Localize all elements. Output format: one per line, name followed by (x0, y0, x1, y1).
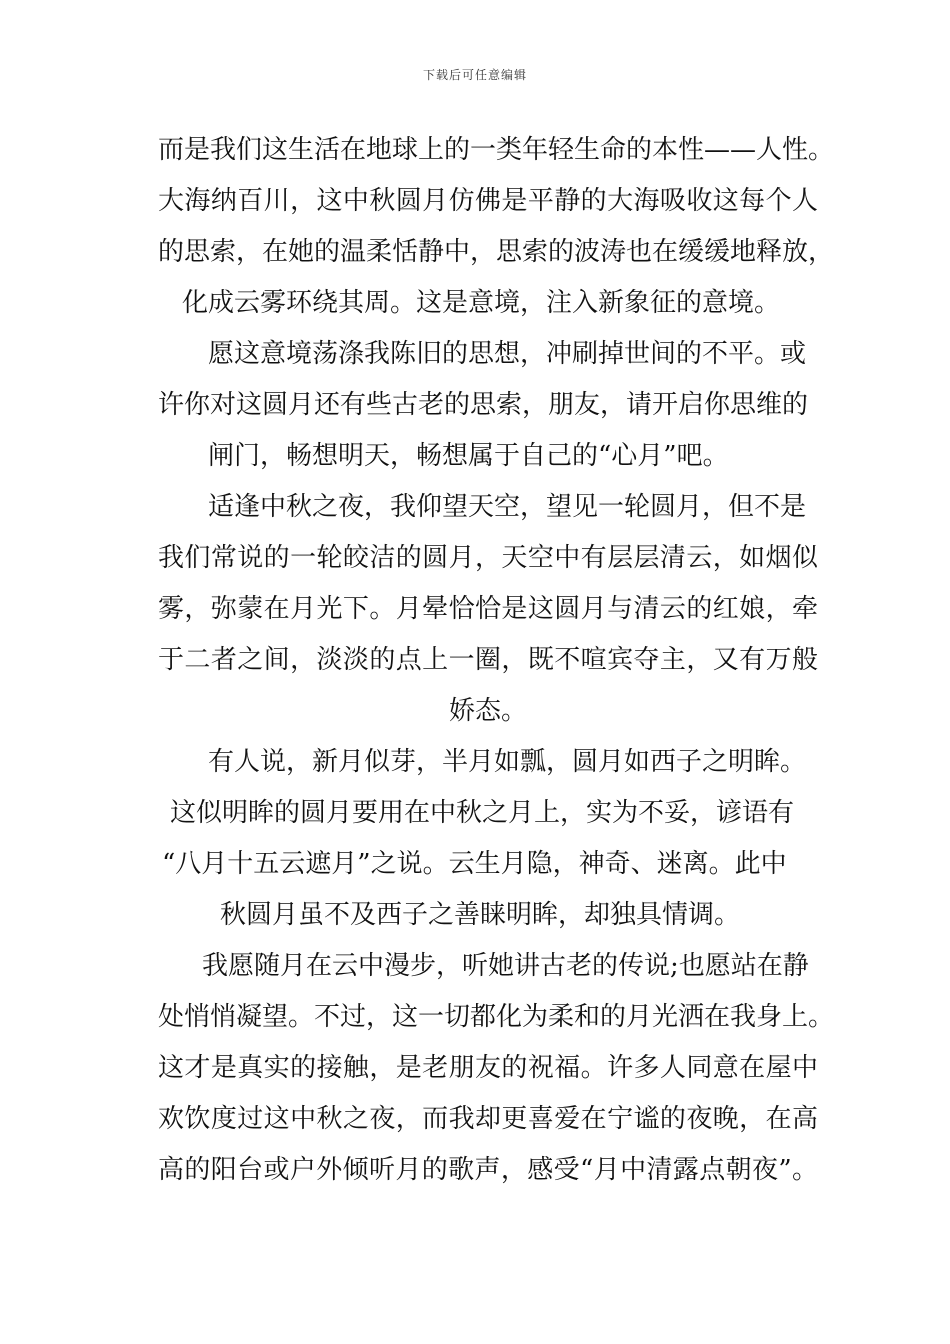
text-line: 秋圆月虽不及西子之善睐明眸，却独具情调。 (220, 900, 741, 930)
text-line: 化成云雾环绕其周。这是意境，注入新象征的意境。 (182, 288, 781, 318)
text-line: 愿这意境荡涤我陈旧的思想，冲刷掉世间的不平。或 (208, 339, 807, 369)
text-line: 高的阳台或户外倾听月的歌声，感受“月中清露点朝夜”。 (158, 1155, 818, 1185)
text-line: 而是我们这生活在地球上的一类年轻生命的本性——人性。 (158, 135, 835, 165)
text-line: 大海纳百川，这中秋圆月仿佛是平静的大海吸收这每个人 (158, 186, 818, 216)
text-line: 处悄悄凝望。不过，这一切都化为柔和的月光洒在我身上。 (158, 1002, 835, 1032)
text-line: 雾，弥蒙在月光下。月晕恰恰是这圆月与清云的红娘，牵 (158, 594, 818, 624)
text-line: 的思索，在她的温柔恬静中，思索的波涛也在缓缓地释放， (158, 237, 835, 267)
text-line: 我愿随月在云中漫步，听她讲古老的传说;也愿站在静 (202, 951, 809, 981)
page-header: 下载后可任意编辑 (422, 68, 527, 82)
text-line: 许你对这圆月还有些古老的思索，朋友，请开启你思维的 (158, 390, 809, 420)
text-line: 这似明眸的圆月要用在中秋之月上，实为不妥，谚语有 (170, 798, 795, 828)
text-line: 有人说，新月似芽，半月如瓢，圆月如西子之明眸。 (208, 747, 807, 777)
text-line: 于二者之间，淡淡的点上一圈，既不喧宾夺主，又有万般 (158, 645, 818, 675)
text-line: “八月十五云遮月”之说。云生月隐，神奇、迷离。此中 (162, 849, 787, 879)
document-body (158, 125, 835, 1196)
text-line: 娇态。 (448, 696, 527, 726)
text-line: 适逢中秋之夜，我仰望天空，望见一轮圆月，但不是 (208, 492, 807, 522)
text-line: 我们常说的一轮皎洁的圆月，天空中有层层清云，如烟似 (158, 543, 818, 573)
text-line: 这才是真实的接触，是老朋友的祝福。许多人同意在屋中 (158, 1053, 818, 1083)
text-line: 欢饮度过这中秋之夜，而我却更喜爱在宁谧的夜晚，在高 (158, 1104, 818, 1134)
text-line: 闸门，畅想明天，畅想属于自己的“心月”吧。 (208, 441, 729, 471)
